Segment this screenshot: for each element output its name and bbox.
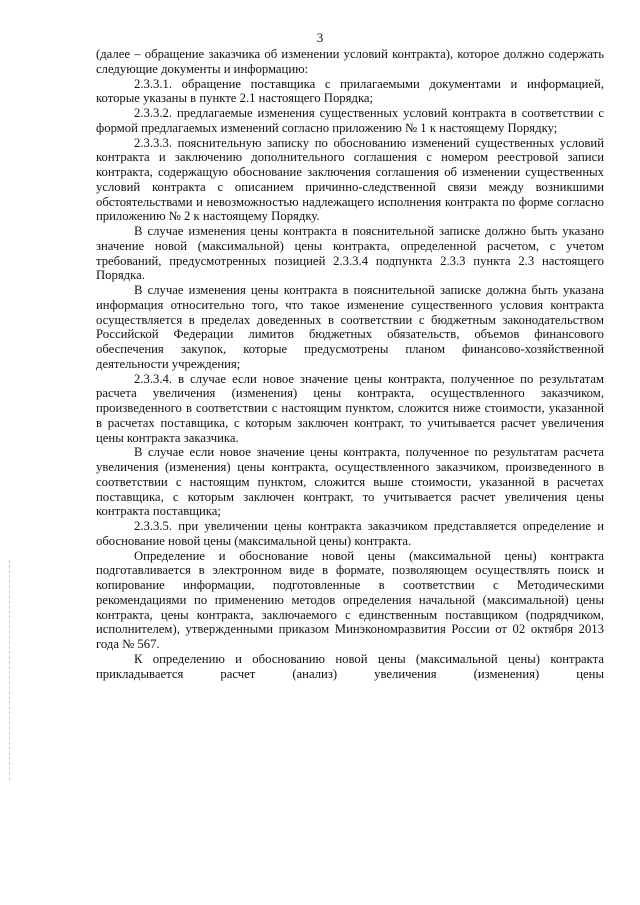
paragraph-price-justification: Определение и обоснование новой цены (максимальной цены) контракта подготавливается в электронном виде в формате, позволяющем осуществлять поиск и копирование информации, подготовленные в соответствии с Методическими рекомендациями по применению методов определения начальной (максимальной) цены контракта, цены контракта, заключаемого с единственным поставщиком (подрядчиком, исполнителем), утвержденными приказом Минэкономразвития России от 02 октября 2013 года № 567. <box>96 548 604 651</box>
paragraph-price-calculation: К определению и обоснованию новой цены (максимальной цены) контракта прикладывается расчет (анализ) увеличения (изменения) цены <box>96 651 604 681</box>
paragraph-price-change-note: В случае изменения цены контракта в пояснительной записке должно быть указано значение новой (максимальной) цены контракта, определенной расчетом, с учетом требований, предусмотренных позицией 2.3.3.4 подпункта 2.3.3 пункта 2.3 настоящего Порядка. <box>96 224 604 283</box>
clause-2-3-3-1: 2.3.3.1. обращение поставщика с прилагаемыми документами и информацией, которые указаны в пункте 2.1 настоящего Порядка; <box>96 76 604 106</box>
paragraph-continuation: (далее – обращение заказчика об изменении условий контракта), которое должно содержать следующие документы и информацию: <box>96 47 604 76</box>
document-body <box>96 47 604 681</box>
clause-2-3-3-2: 2.3.3.2. предлагаемые изменения существенных условий контракта в соответствии с формой предлагаемых изменений согласно приложению № 1 к настоящему Порядку; <box>96 106 604 135</box>
paragraph-price-change-limits: В случае изменения цены контракта в пояснительной записке должна быть указана информация относительно того, что такое изменение существенного условия контракта осуществляется в пределах доведенных в соответствии с бюджетным законодательством Российской Федерации лимитов бюджетных обязательств, объемов финансового обеспечения закупок, которые предусмотрены планом финансово-хозяйственной деятельности учреждения; <box>96 283 604 371</box>
binding-edge-marks <box>9 560 10 780</box>
clause-2-3-3-4: 2.3.3.4. в случае если новое значение цены контракта, полученное по результатам расчета увеличения (изменения) цены контракта, осуществленного заказчиком, произведенного в соответствии с настоящим пунктом, сложится ниже стоимости, указанной в расчетах поставщика, с которым заключен контракт, то учитывается расчет увеличения цены контракта заказчика. <box>96 371 604 445</box>
page-number: 3 <box>316 30 324 45</box>
clause-2-3-3-3: 2.3.3.3. пояснительную записку по обоснованию изменений существенных условий контракта и заключению дополнительного соглашения с номером реестровой записи контракта, содержащую обоснование заключения соглашения об изменении существенных условий контракта с описанием причинно-следственной связи между возникшими обстоятельствами и невозможностью надлежащего исполнения контракта по форме согласно приложению № 2 к настоящему Порядку. <box>96 135 604 224</box>
paragraph-price-above-supplier: В случае если новое значение цены контракта, полученное по результатам расчета увеличения (изменения) цены контракта, осуществленного заказчиком, произведенного в соответствии с настоящим пунктом, сложится выше стоимости, указанной в расчетах поставщика, с которым заключен контракт, то учитывается расчет увеличения цены контракта поставщика; <box>96 445 604 519</box>
clause-2-3-3-5: 2.3.3.5. при увеличении цены контракта заказчиком представляется определение и обоснование новой цены (максимальной цены) контракта. <box>96 519 604 548</box>
